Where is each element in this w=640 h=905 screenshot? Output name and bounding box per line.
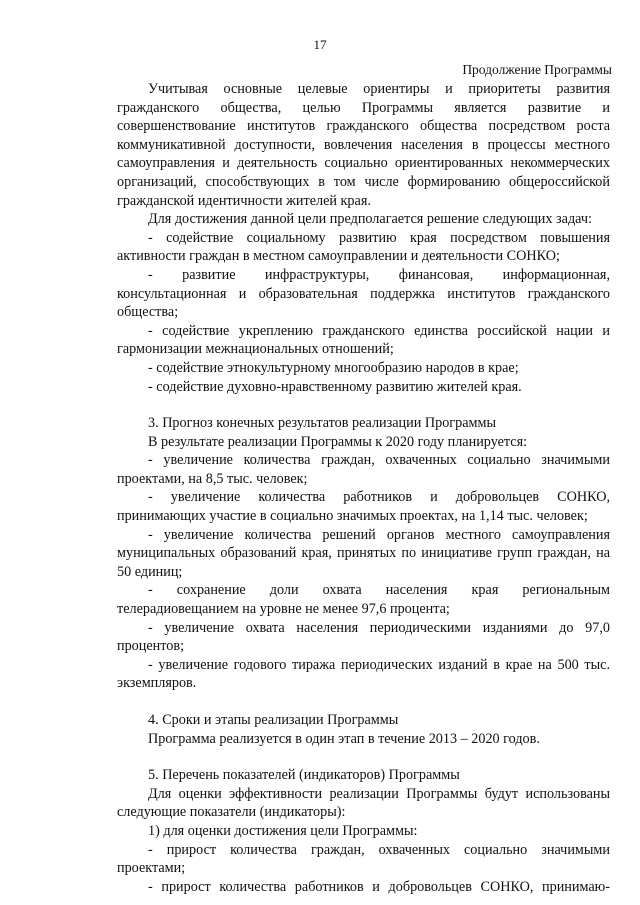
list-item-result: - увеличение количества граждан, охваченных социально значимыми проектами, на 8,5 тыс. человек; (117, 452, 610, 487)
list-item-result: - увеличение количества работников и добровольцев СОНКО, принимающих участие в социально значимых проектах, на 1,14 тыс. человек; (117, 489, 610, 525)
section-gap (117, 693, 610, 711)
page-number: 17 (313, 37, 327, 52)
continuation-label: Продолжение Программы (462, 62, 612, 77)
section-heading-4: 4. Сроки и этапы реализации Программы (148, 712, 399, 728)
list-item-task: - развитие инфраструктуры, финансовая, информационная, консультационная и образовательная поддержка институтов гражданского общества; (117, 266, 610, 321)
paragraph-tasks-intro: Для достижения данной цели предполагается решение следующих задач: (148, 211, 592, 228)
list-item-indicator: - прирост количества граждан, охваченных социально значимыми проектами; (117, 841, 610, 877)
body-text (117, 80, 610, 896)
list-item-result: - увеличение охвата населения периодическими изданиями до 97,0 процентов; (117, 619, 610, 655)
section-gap (117, 748, 610, 766)
list-item-result: - увеличение количества решений органов местного самоуправления муниципальных образований края, принятых по инициативе групп граждан, на 50 единиц; (117, 526, 610, 580)
list-item-result: - сохранение доли охвата населения края региональным телерадиовещанием на уровне не менее 97,6 процента; (117, 582, 610, 618)
list-item-task: - содействие духовно-нравственному развитию жителей края. (148, 378, 522, 395)
paragraph-results-intro: В результате реализации Программы к 2020 году планируется: (148, 433, 528, 450)
list-item-task: - содействие этнокультурному многообразию народов в крае; (148, 359, 519, 376)
list-item-result: - увеличение годового тиража периодических изданий в крае на 500 тыс. экземпляров. (117, 656, 610, 692)
section-heading-5: 5. Перечень показателей (индикаторов) Программы (148, 767, 460, 784)
list-item-task: - содействие укреплению гражданского единства российской нации и гармонизации межнациональных отношений; (117, 322, 610, 358)
paragraph-indicators-intro: Для оценки эффективности реализации Программы будут использованы следующие показатели (индикаторы): (117, 785, 610, 821)
list-item-indicator: - прирост количества работников и добровольцев СОНКО, принимаю- (148, 878, 610, 895)
section-gap (117, 396, 610, 414)
paragraph-goal: Учитывая основные целевые ориентиры и приоритеты развития гражданского общества, целью Программы является развитие и совершенствование институтов гражданского общества посредством роста коммуникативной доступности, вовлечения населения в процессы местного самоуправления и деятельность социально ориентированных некоммерческих организаций, способствующих в том числе формированию общероссийской гражданской идентичности жителей края. (117, 81, 610, 209)
paragraph-timeline: Программа реализуется в один этап в течение 2013 – 2020 годов. (148, 730, 540, 747)
section-heading-3: 3. Прогноз конечных результатов реализации Программы (148, 415, 497, 432)
list-item-indicator-group: 1) для оценки достижения цели Программы: (148, 822, 418, 839)
list-item-task: - содействие социальному развитию края посредством повышения активности граждан в местном самоуправлении и деятельности СОНКО; (117, 229, 610, 265)
